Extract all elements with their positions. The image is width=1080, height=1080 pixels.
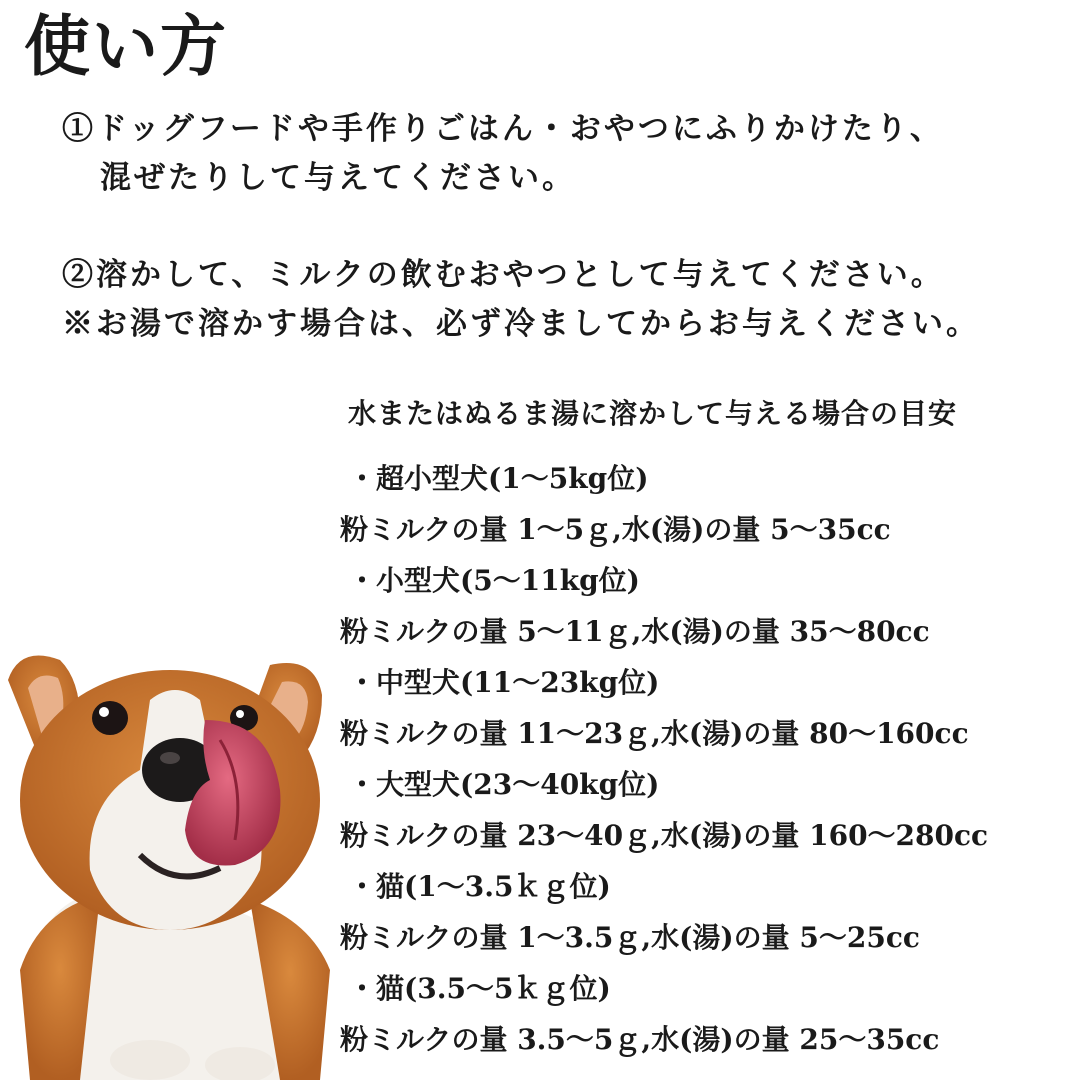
- hot-water-note: ※お湯で溶かす場合は、必ず冷ましてからお与えください。: [62, 306, 980, 342]
- instruction-1-continued: 混ぜたりして与えてください。: [100, 160, 576, 196]
- guide-item-amount: 粉ミルクの量 1〜5ｇ,水(湯)の量 5〜35cc: [340, 513, 891, 546]
- guide-item-amount: 粉ミルクの量 5〜11ｇ,水(湯)の量 35〜80cc: [340, 615, 930, 648]
- guide-item-label: ・超小型犬(1〜5kg位): [348, 462, 649, 495]
- guide-item-amount: 粉ミルクの量 23〜40ｇ,水(湯)の量 160〜280cc: [340, 819, 989, 852]
- guide-item-label: ・猫(3.5〜5ｋｇ位): [348, 972, 611, 1005]
- instruction-1: ①ドッグフードや手作りごはん・おやつにふりかけたり、: [62, 111, 944, 147]
- guide-item-label: ・大型犬(23〜40kg位): [348, 768, 660, 801]
- guide-item-amount: 粉ミルクの量 3.5〜5ｇ,水(湯)の量 25〜35cc: [340, 1023, 940, 1056]
- usage-instructions: [0, 0, 1080, 360]
- instruction-2: ②溶かして、ミルクの飲むおやつとして与えてください。: [62, 257, 945, 293]
- guide-item-label: ・猫(1〜3.5ｋｇ位): [348, 870, 611, 903]
- guide-item-amount: 粉ミルクの量 11〜23ｇ,水(湯)の量 80〜160cc: [340, 717, 969, 750]
- guide-heading: 水またはぬるま湯に溶かして与える場合の目安: [348, 397, 958, 430]
- guide-item-label: ・中型犬(11〜23kg位): [348, 666, 660, 699]
- corgi-dog-licking-photo: [0, 640, 340, 1080]
- guide-item-amount: 粉ミルクの量 1〜3.5ｇ,水(湯)の量 5〜25cc: [340, 921, 920, 954]
- page-title: 使い方: [24, 7, 228, 85]
- guide-item-label: ・小型犬(5〜11kg位): [348, 564, 640, 597]
